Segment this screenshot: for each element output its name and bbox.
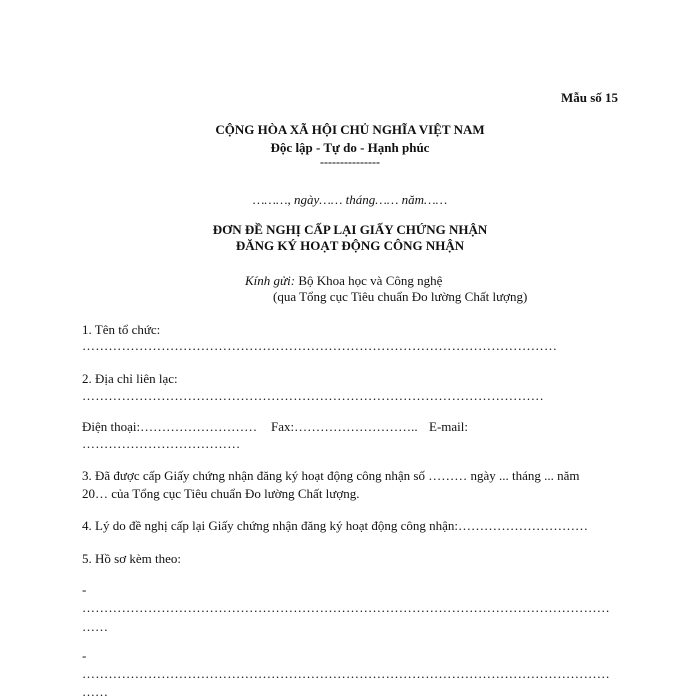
recipient-via: (qua Tổng cục Tiêu chuẩn Đo lường Chất lượng) bbox=[273, 289, 528, 304]
org-name-fill-line: ……………………………………………………………………………………………… bbox=[82, 338, 558, 353]
item3-line2: 20… của Tổng cục Tiêu chuẩn Đo lường Chất lượng. bbox=[82, 486, 360, 501]
attachment-fill-tail: …… bbox=[82, 619, 108, 634]
attachment-bullet: - bbox=[82, 648, 87, 663]
org-name-label: 1. Tên tổ chức: bbox=[82, 322, 161, 337]
form-title-line1: ĐƠN ĐỀ NGHỊ CẤP LẠI GIẤY CHỨNG NHẬN bbox=[212, 222, 488, 237]
fax-field: Fax:……………………….. bbox=[271, 419, 418, 434]
email-label: E-mail: bbox=[429, 419, 468, 434]
email-fill-line: ……………………………… bbox=[82, 436, 241, 451]
recipient-line bbox=[245, 273, 442, 289]
item4-reason: 4. Lý do đề nghị cấp lại Giấy chứng nhận đăng ký hoạt động công nhận:………………………… bbox=[82, 518, 589, 533]
national-motto: Độc lập - Tự do - Hạnh phúc bbox=[270, 140, 430, 155]
attachment-bullet: - bbox=[82, 582, 87, 597]
phone-field: Điện thoại:……………………… bbox=[82, 419, 258, 434]
form-number: Mẫu số 15 bbox=[560, 90, 618, 105]
address-label: 2. Địa chỉ liên lạc: bbox=[82, 371, 178, 386]
country-name: CỘNG HÒA XÃ HỘI CHỦ NGHĨA VIỆT NAM bbox=[215, 122, 485, 137]
attachment-fill-line: ………………………………………………………………………………………………………… bbox=[82, 666, 610, 681]
item3-line1: 3. Đã được cấp Giấy chứng nhận đăng ký hoạt động công nhận số ……… ngày ... tháng ... năm bbox=[82, 468, 580, 483]
item5-label: 5. Hồ sơ kèm theo: bbox=[82, 551, 181, 566]
address-fill-line: …………………………………………………………………………………………… bbox=[82, 388, 544, 403]
header-divider: --------------- bbox=[320, 155, 380, 169]
attachment-fill-line: ………………………………………………………………………………………………………… bbox=[82, 600, 610, 615]
attachment-fill-tail: …… bbox=[82, 684, 108, 699]
form-title-line2: ĐĂNG KÝ HOẠT ĐỘNG CÔNG NHẬN bbox=[235, 238, 465, 253]
recipient-label: Kính gửi: bbox=[245, 273, 296, 288]
date-line: ………, ngày…… tháng…… năm…… bbox=[252, 192, 448, 207]
recipient-name: Bộ Khoa học và Công nghệ bbox=[298, 273, 443, 288]
